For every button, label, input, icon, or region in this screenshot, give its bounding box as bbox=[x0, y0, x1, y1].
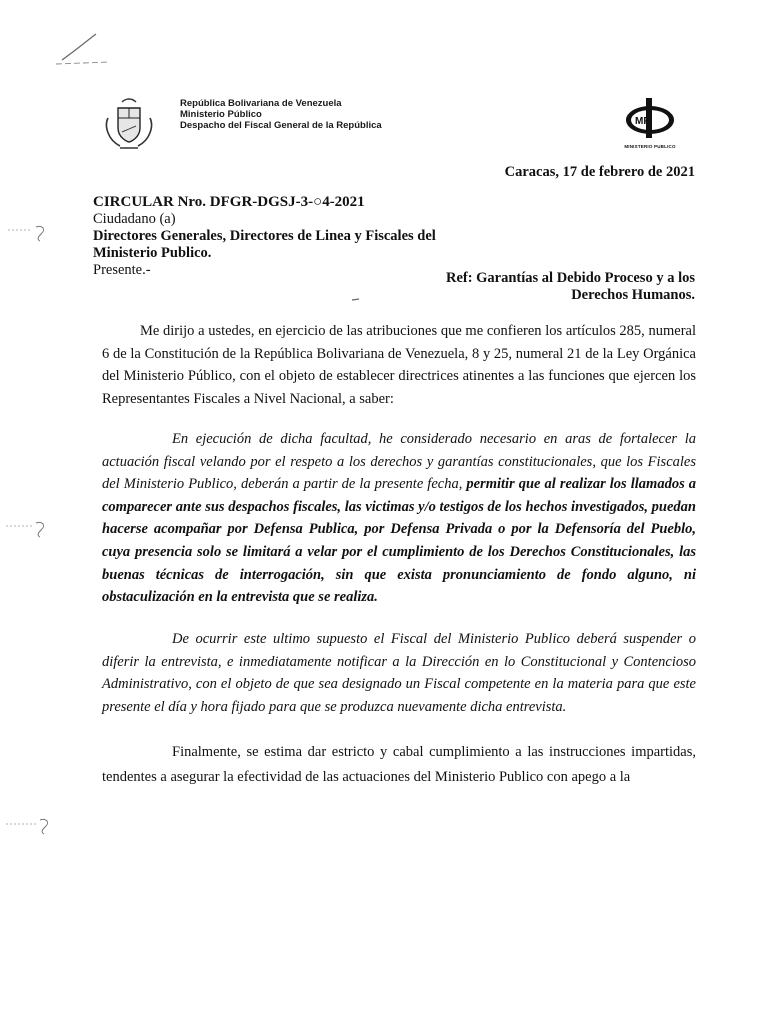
addressee-prefix: Ciudadano (a) bbox=[93, 211, 176, 227]
reference-line-2: Derechos Humanos. bbox=[571, 287, 695, 303]
reference-line-1: Ref: Garantías al Debido Proceso y a los bbox=[445, 270, 695, 286]
circular-number: CIRCULAR Nro. DFGR-DGSJ-3-○4-2021 bbox=[93, 194, 365, 210]
paragraph-2-directive: permitir que al realizar los llamados a comparecer ante sus despachos fiscales, las victimas y/o testigos de los hechos investigados, puedan hacerse acompañar por Defensa Publica, por Defensa Privada o por la Defensoría del Pueblo, cuya presencia solo se limitará a velar por el cumplimiento de los Derechos Constitucionales, las buenas técnicas de interrogación, sin que exista pronunciamiento de fondo alguno, ni obstaculización en la entrevista que se realiza. bbox=[102, 476, 696, 606]
margin-mark-1 bbox=[6, 222, 56, 244]
paragraph-1: Me dirijo a ustedes, en ejercicio de las atribuciones que me confieren los artículos 285, numeral 6 de la Constitución de la República Bolivariana de Venezuela, 8 y 25, numeral 21 de la Ley Orgánica del Ministerio Público, con el objeto de establecer directrices atinentes a las funciones que ejercen los Representantes Fiscales a Nivel Nacional, a saber: bbox=[102, 323, 696, 407]
header-line-ministry: Ministerio Público bbox=[180, 109, 262, 120]
mp-logo-caption: MINISTERIO PUBLICO bbox=[624, 144, 676, 149]
margin-mark-3 bbox=[4, 814, 60, 838]
coat-of-arms-icon bbox=[100, 96, 158, 152]
stray-mark bbox=[350, 296, 362, 304]
presente-label: Presente.- bbox=[93, 262, 151, 278]
header-institution bbox=[180, 98, 382, 131]
circular-block bbox=[93, 194, 436, 279]
addressee-line-2: Ministerio Publico. bbox=[93, 245, 212, 261]
document-date: Caracas, 17 de febrero de 2021 bbox=[504, 164, 695, 180]
header-line-country: República Bolivariana de Venezuela bbox=[180, 98, 342, 109]
mp-logo-icon bbox=[612, 96, 688, 142]
addressee-line-1: Directores Generales, Directores de Linea y Fiscales del bbox=[93, 228, 436, 244]
reference-block bbox=[446, 270, 695, 304]
margin-mark-2 bbox=[4, 518, 56, 540]
header-line-office: Despacho del Fiscal General de la República bbox=[180, 120, 382, 131]
ministerio-publico-logo bbox=[612, 96, 688, 156]
paragraph-2-intro: En ejecución de dicha facultad, he considerado necesario en aras de fortalecer la actuación fiscal velando por el respeto a los derechos y garantías constitucionales, que los Fiscales del Ministerio Publico, deberán a partir de la presente fecha, bbox=[102, 431, 696, 493]
mp-logo-initials: MP bbox=[635, 116, 650, 127]
handwritten-mark-top bbox=[52, 28, 118, 70]
paragraph-3: De ocurrir este ultimo supuesto el Fiscal del Ministerio Publico deberá suspender o diferir la entrevista, e inmediatamente notificar a la Dirección en lo Constitucional y Contencioso Administrativo, con el objeto de que sea designado un Fiscal competente en la materia para que este presente el día y hora fijado para que se produzca nuevamente dicha entrevista. bbox=[102, 631, 696, 715]
paragraph-4: Finalmente, se estima dar estricto y cabal cumplimiento a las instrucciones impartidas, tendentes a asegurar la efectividad de las actuaciones del Ministerio Publico con apego a la bbox=[102, 744, 696, 785]
paragraph-2 bbox=[102, 428, 696, 609]
